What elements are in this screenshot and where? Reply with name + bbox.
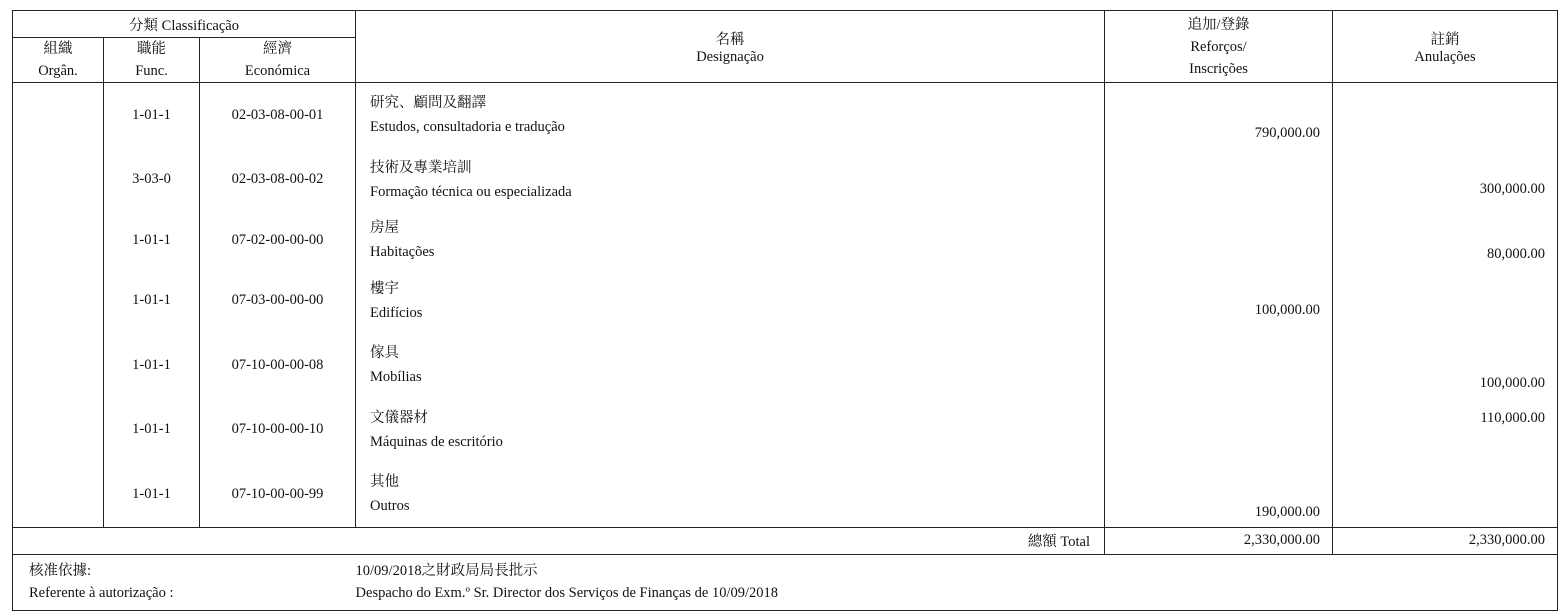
anulacoes-header-zh: 註銷 [1430,31,1460,48]
organ-header [13,38,104,83]
designation-cell [356,462,1105,527]
designation-pt: Mobílias [370,369,422,386]
func-header [104,38,200,83]
anulacao-cell [1333,462,1558,527]
reforcos-header-pt2: Inscrições [1189,60,1248,77]
func-cell: 1-01-1 [104,269,200,334]
econ-cell: 02-03-08-00-02 [200,148,356,213]
authorization-value-pt: Despacho do Exm.º Sr. Director dos Serviços de Finanças de 10/09/2018 [355,585,779,601]
economic-header-pt: Económica [244,63,311,79]
designation-zh: 其他 [370,474,400,491]
budget-table-document [12,10,1557,611]
designation-pt: Máquinas de escritório [370,433,503,450]
economic-header-zh: 經濟 [263,41,293,57]
table-row [13,269,1558,334]
designation-cell [356,269,1105,334]
authorization-value-zh: 10/09/2018之財政局局長批示 [355,563,538,579]
econ-cell: 07-10-00-00-08 [200,333,356,398]
authorization-label-pt: Referente à autorização : [29,585,174,601]
anulacao-cell [1333,83,1558,148]
organ-cell [13,462,104,527]
total-reforco: 2,330,000.00 [1105,527,1333,554]
designation-zh: 文儀器材 [370,409,429,426]
designation-cell [356,333,1105,398]
designation-zh: 研究、顧問及翻譯 [370,95,487,112]
reforco-cell [1105,398,1333,463]
organ-header-zh: 組織 [43,41,73,57]
econ-cell: 07-03-00-00-00 [200,269,356,334]
designation-pt: Habitações [370,244,435,261]
table-row [13,462,1558,527]
econ-cell: 02-03-08-00-01 [200,83,356,148]
designation-zh: 樓宇 [370,280,400,297]
func-header-pt: Func. [135,63,168,79]
organ-cell [13,83,104,148]
total-anulacao: 2,330,000.00 [1333,527,1558,554]
organ-cell [13,212,104,269]
reforco-cell: 190,000.00 [1105,462,1333,527]
func-header-zh: 職能 [137,41,166,57]
authorization-label-zh: 核准依據: [29,563,92,579]
header-row-top [13,11,1558,38]
reforcos-header [1105,11,1333,83]
designation-pt: Estudos, consultadoria e tradução [370,119,565,136]
designation-pt: Outros [370,498,410,515]
reforco-cell [1105,333,1333,398]
econ-cell: 07-02-00-00-00 [200,212,356,269]
anulacao-cell: 110,000.00 [1333,398,1558,463]
designation-cell [356,83,1105,148]
designation-cell [356,212,1105,269]
anulacao-cell [1333,269,1558,334]
table-row [13,212,1558,269]
organ-cell [13,333,104,398]
reforco-cell [1105,212,1333,269]
authorization-row [13,554,1558,610]
authorization-label [13,554,356,610]
classification-header: 分類 Classificação [13,11,356,38]
designation-zh: 傢具 [370,345,400,362]
designation-zh: 房屋 [370,220,400,237]
designation-pt: Edifícios [370,304,423,321]
organ-cell [13,269,104,334]
designation-zh: 技術及專業培訓 [370,159,472,176]
designation-header-pt: Designação [696,48,764,65]
econ-cell: 07-10-00-00-10 [200,398,356,463]
anulacoes-header-pt: Anulações [1414,48,1476,65]
total-row [13,527,1558,554]
designation-pt: Formação técnica ou especializada [370,183,572,200]
func-cell: 1-01-1 [104,462,200,527]
anulacoes-header [1333,11,1558,83]
authorization-value [356,554,1558,610]
organ-header-pt: Orgân. [38,63,78,79]
total-label: 總額 Total [13,527,1105,554]
table-row [13,333,1558,398]
func-cell: 3-03-0 [104,148,200,213]
anulacao-cell: 80,000.00 [1333,212,1558,269]
designation-header-zh: 名稱 [715,31,745,48]
func-cell: 1-01-1 [104,398,200,463]
anulacao-cell: 300,000.00 [1333,148,1558,213]
func-cell: 1-01-1 [104,212,200,269]
reforcos-header-zh: 追加/登錄 [1187,16,1250,33]
func-cell: 1-01-1 [104,83,200,148]
economic-header [200,38,356,83]
econ-cell: 07-10-00-00-99 [200,462,356,527]
budget-table [12,10,1558,611]
designation-cell [356,398,1105,463]
organ-cell [13,398,104,463]
designation-cell [356,148,1105,213]
reforcos-header-pt1: Reforços/ [1190,38,1247,55]
func-cell: 1-01-1 [104,333,200,398]
reforco-cell [1105,148,1333,213]
table-row [13,148,1558,213]
table-row [13,83,1558,148]
reforco-cell: 790,000.00 [1105,83,1333,148]
table-row [13,398,1558,463]
designation-header [356,11,1105,83]
reforco-cell: 100,000.00 [1105,269,1333,334]
anulacao-cell: 100,000.00 [1333,333,1558,398]
organ-cell [13,148,104,213]
